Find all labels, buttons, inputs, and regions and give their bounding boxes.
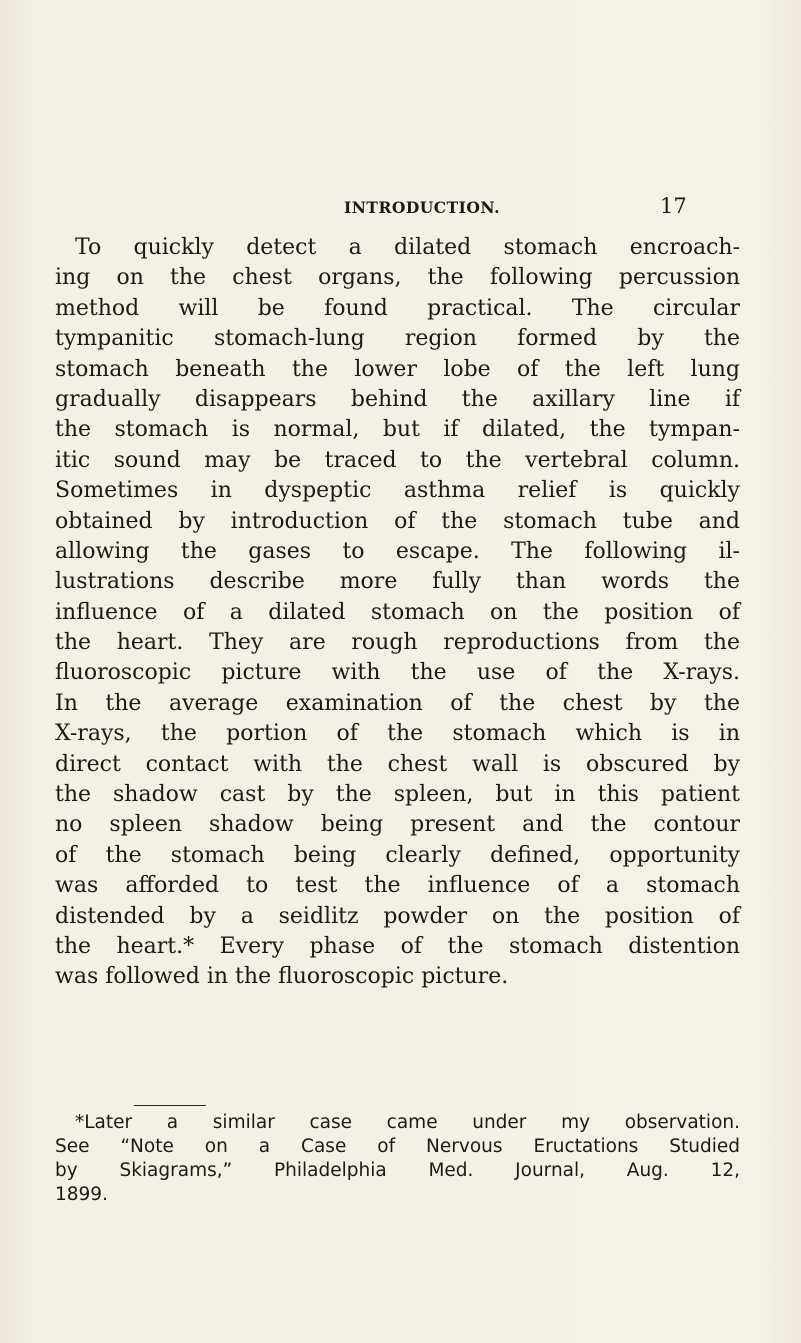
text-line: was afforded to test the influence of a stomach [55, 873, 740, 899]
text-line: fluoroscopic picture with the use of the X-rays. [55, 660, 740, 686]
text-line: stomach beneath the lower lobe of the left lung [55, 356, 740, 382]
footnote-rule [134, 1105, 206, 1106]
body-paragraph [55, 233, 740, 993]
text-line: the stomach is normal, but if dilated, the tympan- [55, 417, 740, 443]
text-line: distended by a seidlitz powder on the position of [55, 903, 740, 929]
text-line: direct contact with the chest wall is obscured by [55, 751, 740, 777]
running-head: INTRODUCTION. [344, 198, 500, 217]
footnote-line: See “Note on a Case of Nervous Eructations Studied [55, 1136, 740, 1157]
footnote-line: by Skiagrams,” Philadelphia Med. Journal, Aug. 12, [55, 1160, 740, 1181]
text-line: In the average examination of the chest by the [55, 690, 740, 716]
text-line: X-rays, the portion of the stomach which is in [55, 721, 740, 747]
page-header [0, 190, 801, 220]
text-line: obtained by introduction of the stomach tube and [55, 508, 740, 534]
text-line: ing on the chest organs, the following percussion [55, 265, 740, 291]
text-line: the shadow cast by the spleen, but in this patient [55, 782, 740, 808]
footnote-line: 1899. [55, 1184, 108, 1205]
text-line: the heart.* Every phase of the stomach distention [55, 933, 740, 959]
text-line: was followed in the fluoroscopic picture. [55, 964, 509, 990]
text-line: influence of a dilated stomach on the position of [55, 599, 740, 625]
text-line: lustrations describe more fully than words the [55, 569, 740, 595]
text-line: method will be found practical. The circular [55, 295, 740, 321]
page-number: 17 [660, 194, 687, 218]
text-line: no spleen shadow being present and the contour [55, 812, 740, 838]
text-line: itic sound may be traced to the vertebral column. [55, 447, 740, 473]
text-line: allowing the gases to escape. The following il- [55, 538, 740, 564]
text-line: of the stomach being clearly defined, opportunity [55, 842, 740, 868]
text-line: Sometimes in dyspeptic asthma relief is quickly [55, 478, 740, 504]
text-line: the heart. They are rough reproductions from the [55, 630, 740, 656]
text-line: tympanitic stomach-lung region formed by the [55, 326, 740, 352]
footnote-line: *Later a similar case came under my observation. [75, 1112, 740, 1133]
footnote [55, 1111, 740, 1207]
text-line: To quickly detect a dilated stomach encroach- [75, 235, 740, 260]
text-line: gradually disappears behind the axillary line if [55, 386, 740, 412]
